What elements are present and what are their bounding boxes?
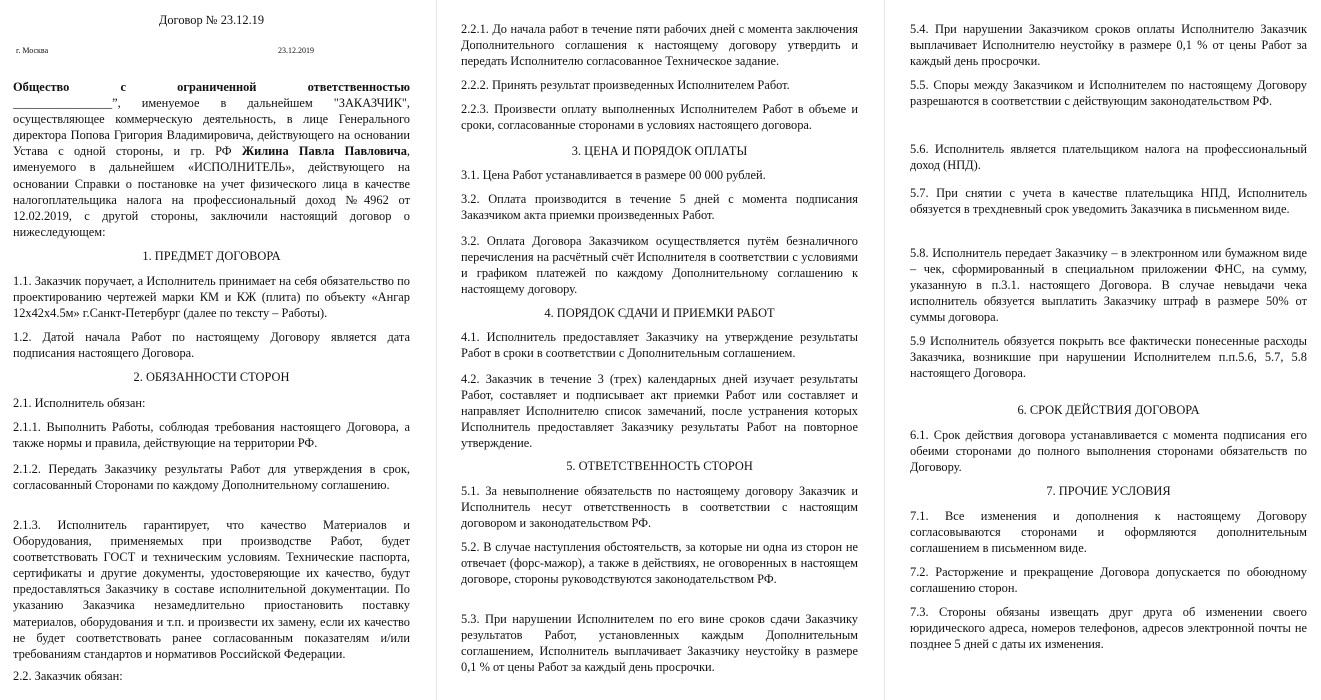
intro-text: ________________”, именуемое в дальнейшем "ЗАКАЗЧИК", осуществляющее коммерческую деятельность, в лице Генерального директора Попова Григория Владимировича, действующего на основании Устава с одной стороны, и гр. РФ [13, 96, 410, 159]
section-heading-5: 5. ОТВЕТСТВЕННОСТЬ СТОРОН [566, 459, 753, 473]
clause-5-6: 5.6. Исполнитель является плательщиком налога на профессиональный доход (НПД). [910, 142, 1307, 173]
section-heading-3: 3. ЦЕНА И ПОРЯДОК ОПЛАТЫ [571, 144, 748, 158]
intro-tail: , именуемого в дальнейшем «ИСПОЛНИТЕЛЬ», действующего на основании Справки о постановке на учет физического лица в качестве налогоплательщика налога на профессиональный доход №4962 от 12.02.2019, с другой стороны, заключили настоящий договор о нижеследующем: [13, 144, 410, 239]
clause-1-2: 1.2. Датой начала Работ по настоящему Договору является дата подписания настоящего Договора. [13, 330, 410, 361]
section-heading-7: 7. ПРОЧИЕ УСЛОВИЯ [1046, 484, 1171, 498]
column-3 [910, 0, 1307, 700]
executor-name: Жилина Павла Павловича [241, 144, 407, 159]
clause-5-7: 5.7. При снятии с учета в качестве плательщика НПД, Исполнитель обязуется в трехдневный срок уведомить Заказчика в письменном виде. [910, 186, 1307, 217]
clause-4-2: 4.2. Заказчик в течение 3 (трех) календарных дней изучает результаты Работ, составляет и подписывает акт приемки Работ или составляет и направляет Исполнителю список замечаний, после устранения которых Исполнитель предоставляет Заказчику результаты Работ на повторное утверждение. [461, 372, 858, 451]
column-1 [13, 0, 410, 700]
clause-2-2-3: 2.2.3. Произвести оплату выполненных Исполнителем Работ в объеме и сроки, согласованные сторонами в условиях настоящего договора. [461, 102, 858, 133]
clause-7-2: 7.2. Расторжение и прекращение Договора допускается по обоюдному соглашению сторон. [910, 565, 1307, 596]
clause-1-1: 1.1. Заказчик поручает, а Исполнитель принимает на себя обязательство по проектированию чертежей марки КМ и КЖ (плита) по объекту «Ангар 12х42х4.5м» г.Санкт-Петербург (далее по тексту – Работы). [13, 274, 410, 321]
clause-5-4: 5.4. При нарушении Заказчиком сроков оплаты Исполнителю Заказчик выплачивает Исполнителю неустойку в размере 0,1 % от цены Работ за каждый день просрочки. [910, 22, 1307, 69]
intro-organization: Общество с ограниченной ответственностью [13, 80, 410, 94]
clause-5-9: 5.9 Исполнитель обязуется покрыть все фактически понесенные расходы Заказчика, возникшие при нарушении Исполнителем п.п.5.6, 5.7, 5.8 настоящего Договора. [910, 334, 1307, 381]
column-divider [436, 0, 437, 700]
clause-4-1: 4.1. Исполнитель предоставляет Заказчику на утверждение результаты Работ в сроки в соответствии с Дополнительным соглашением. [461, 330, 858, 361]
clause-5-3: 5.3. При нарушении Исполнителем по его вине сроков сдачи Заказчику результатов Работ, установленных каждым Дополнительным соглашением, Исполнитель выплачивает Заказчику неустойку в размере 0,1 % от цены Работ за каждый день просрочки. [461, 612, 858, 675]
clause-5-8: 5.8. Исполнитель передает Заказчику – в электронном или бумажном виде – чек, сформированный в специальном приложении ФНС, на сумму, указанную в п.3.1. настоящего Договора. В случае невыдачи чека исполнитель обязуется выплатить Заказчику штраф в размере 50% от суммы договора. [910, 246, 1307, 325]
contract-city: г. Москва [16, 46, 49, 55]
clause-2-2-1: 2.2.1. До начала работ в течение пяти рабочих дней с момента заключения Дополнительного соглашения к настоящему договору утвердить и передать Исполнителю согласованное Техническое задание. [461, 22, 858, 69]
contract-title: Договор № 23.12.19 [158, 13, 265, 27]
intro-paragraph [13, 95, 410, 240]
clause-7-1: 7.1. Все изменения и дополнения к настоящему Договору согласовываются сторонами и оформляются дополнительным соглашением в письменном виде. [910, 509, 1307, 556]
clause-3-2: 3.2. Оплата производится в течение 5 дней с момента подписания Заказчиком акта приемки произведенных Работ. [461, 192, 858, 223]
clause-6-1: 6.1. Срок действия договора устанавливается с момента подписания его обеими сторонами до полного выполнения сторонами обязательств по Договору. [910, 428, 1307, 475]
clause-3-1: 3.1. Цена Работ устанавливается в размере 00 000 рублей. [461, 168, 766, 182]
section-heading-2: 2. ОБЯЗАННОСТИ СТОРОН [133, 370, 290, 384]
clause-5-5: 5.5. Споры между Заказчиком и Исполнителем по настоящему Договору разрешаются в соответствии с действующим законодательством РФ. [910, 78, 1307, 109]
column-2 [461, 0, 858, 700]
clause-2-1-1: 2.1.1. Выполнить Работы, соблюдая требования настоящего Договора, а также нормы и правила, действующие на территории РФ. [13, 420, 410, 451]
clause-7-3: 7.3. Стороны обязаны извещать друг друга об изменении своего юридического адреса, номеров телефонов, адресов электронной почты не позднее 5 дней с даты их изменения. [910, 605, 1307, 652]
clause-2-2: 2.2. Заказчик обязан: [13, 669, 123, 683]
clause-3-2-payment: 3.2. Оплата Договора Заказчиком осуществляется путём безналичного перечисления на расчётный счёт Исполнителя в соответствии с условиями и графиком платежей по каждому Дополнительному соглашению к настоящему договору. [461, 234, 858, 297]
clause-5-2: 5.2. В случае наступления обстоятельств, за которые ни одна из сторон не отвечает (форс-мажор), а также в действиях, не оговоренных в настоящем договоре, стороны руководствуются законодательством РФ. [461, 540, 858, 587]
clause-2-1-2: 2.1.2. Передать Заказчику результаты Работ для утверждения в срок, согласованный Сторонами по каждому Дополнительному соглашению. [13, 462, 410, 493]
clause-5-1: 5.1. За невыполнение обязательств по настоящему договору Заказчик и Исполнитель несут ответственность в соответствии с настоящим договором и законодательством РФ. [461, 484, 858, 531]
clause-2-1: 2.1. Исполнитель обязан: [13, 396, 146, 410]
contract-date: 23.12.2019 [278, 46, 314, 55]
section-heading-6: 6. СРОК ДЕЙСТВИЯ ДОГОВОРА [1017, 403, 1200, 417]
column-divider [884, 0, 885, 700]
clause-2-2-2: 2.2.2. Принять результат произведенных Исполнителем Работ. [461, 78, 790, 92]
clause-2-1-3: 2.1.3. Исполнитель гарантирует, что качество Материалов и Оборудования, применяемых при производстве Работ, будет соответствовать ГОСТ и техническим условиям. Технические паспорта, сертификаты и другие документы, удостоверяющие их качество, будут предоставляться Заказчику в составе исполнительной документации. По указанию Заказчика незамедлительно приостановить поставку материалов, оборудования и т.п. и произвести их замену, если их качество не будет соответствовать ранее согласованным показателям и/или требованиям стандартов и нормативов Российской Федерации. [13, 518, 410, 661]
section-heading-4: 4. ПОРЯДОК СДАЧИ И ПРИЕМКИ РАБОТ [544, 306, 775, 320]
section-heading-1: 1. ПРЕДМЕТ ДОГОВОРА [142, 249, 281, 263]
